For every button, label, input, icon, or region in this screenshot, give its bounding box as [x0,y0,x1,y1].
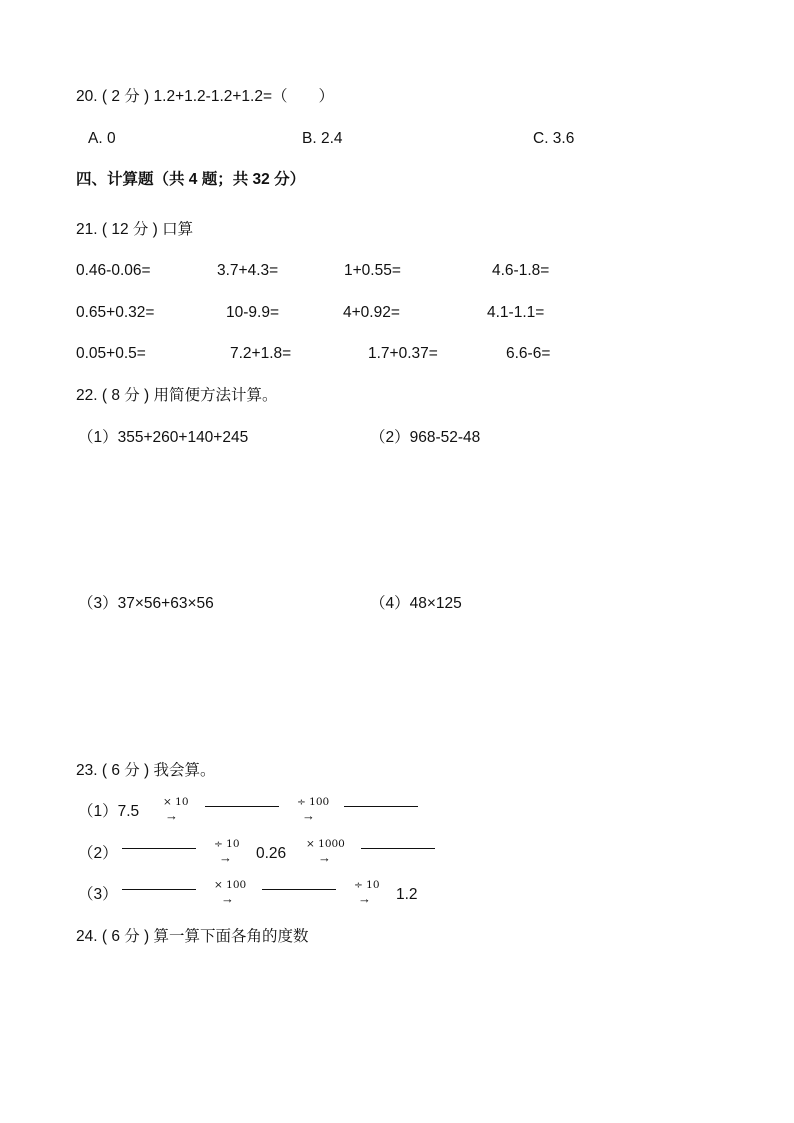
q21-item: 0.65+0.32= [76,304,155,321]
q21-item: 6.6-6= [506,345,551,362]
q21-item: 4.6-1.8= [492,262,550,279]
q21-item: 0.46-0.06= [76,262,151,279]
q23-row1-op1: × 10 [163,796,189,808]
q23-row1-label: （1）7.5 [78,803,140,820]
q20-option-b: B. 2.4 [302,130,343,147]
arrow-icon: → [219,850,232,865]
answer-blank[interactable] [361,847,435,849]
arrow-icon: → [318,850,331,865]
q21-item: 1.7+0.37= [368,345,438,362]
q21-item: 10-9.9= [226,304,280,321]
q23-row3-op2: ÷ 10 [354,879,380,891]
q22-item-4: （4）48×125 [370,595,462,612]
arrow-icon: → [358,891,371,906]
arrow-icon: → [165,808,178,823]
q21-item: 4+0.92= [343,304,400,321]
q22-header: 22. ( 8 分 ) 用简便方法计算。 [76,387,278,404]
arrow-icon: → [221,891,234,906]
q23-row2-value: 0.26 [256,845,287,862]
q20-option-a: A. 0 [88,130,116,147]
answer-blank[interactable] [344,805,418,807]
answer-blank[interactable] [122,888,196,890]
q23-row1-op2: ÷ 100 [297,796,330,808]
q22-item-3: （3）37×56+63×56 [78,595,214,612]
q23-row3-op1: × 100 [214,879,247,891]
q21-item: 1+0.55= [344,262,401,279]
q23-row2-op2: × 1000 [306,838,345,850]
q20-header: 20. ( 2 分 ) 1.2+1.2-1.2+1.2=（ ） [76,88,335,105]
answer-blank[interactable] [262,888,336,890]
q21-header: 21. ( 12 分 ) 口算 [76,221,194,238]
q23-row2-op1: ÷ 10 [214,838,240,850]
q21-item: 3.7+4.3= [217,262,279,279]
answer-blank[interactable] [122,847,196,849]
q21-item: 0.05+0.5= [76,345,146,362]
q23-header: 23. ( 6 分 ) 我会算。 [76,762,216,779]
arrow-icon: → [302,808,315,823]
q20-option-c: C. 3.6 [533,130,575,147]
q23-row3-value: 1.2 [396,886,418,903]
q21-item: 7.2+1.8= [230,345,292,362]
answer-blank[interactable] [205,805,279,807]
q23-row3-label: （3） [78,886,118,903]
q22-item-1: （1）355+260+140+245 [78,429,249,446]
q24-header: 24. ( 6 分 ) 算一算下面各角的度数 [76,928,309,945]
section-title: 四、计算题（共 4 题；共 32 分） [76,171,306,188]
q22-item-2: （2）968-52-48 [370,429,481,446]
q23-row2-label: （2） [78,845,118,862]
q21-item: 4.1-1.1= [487,304,545,321]
